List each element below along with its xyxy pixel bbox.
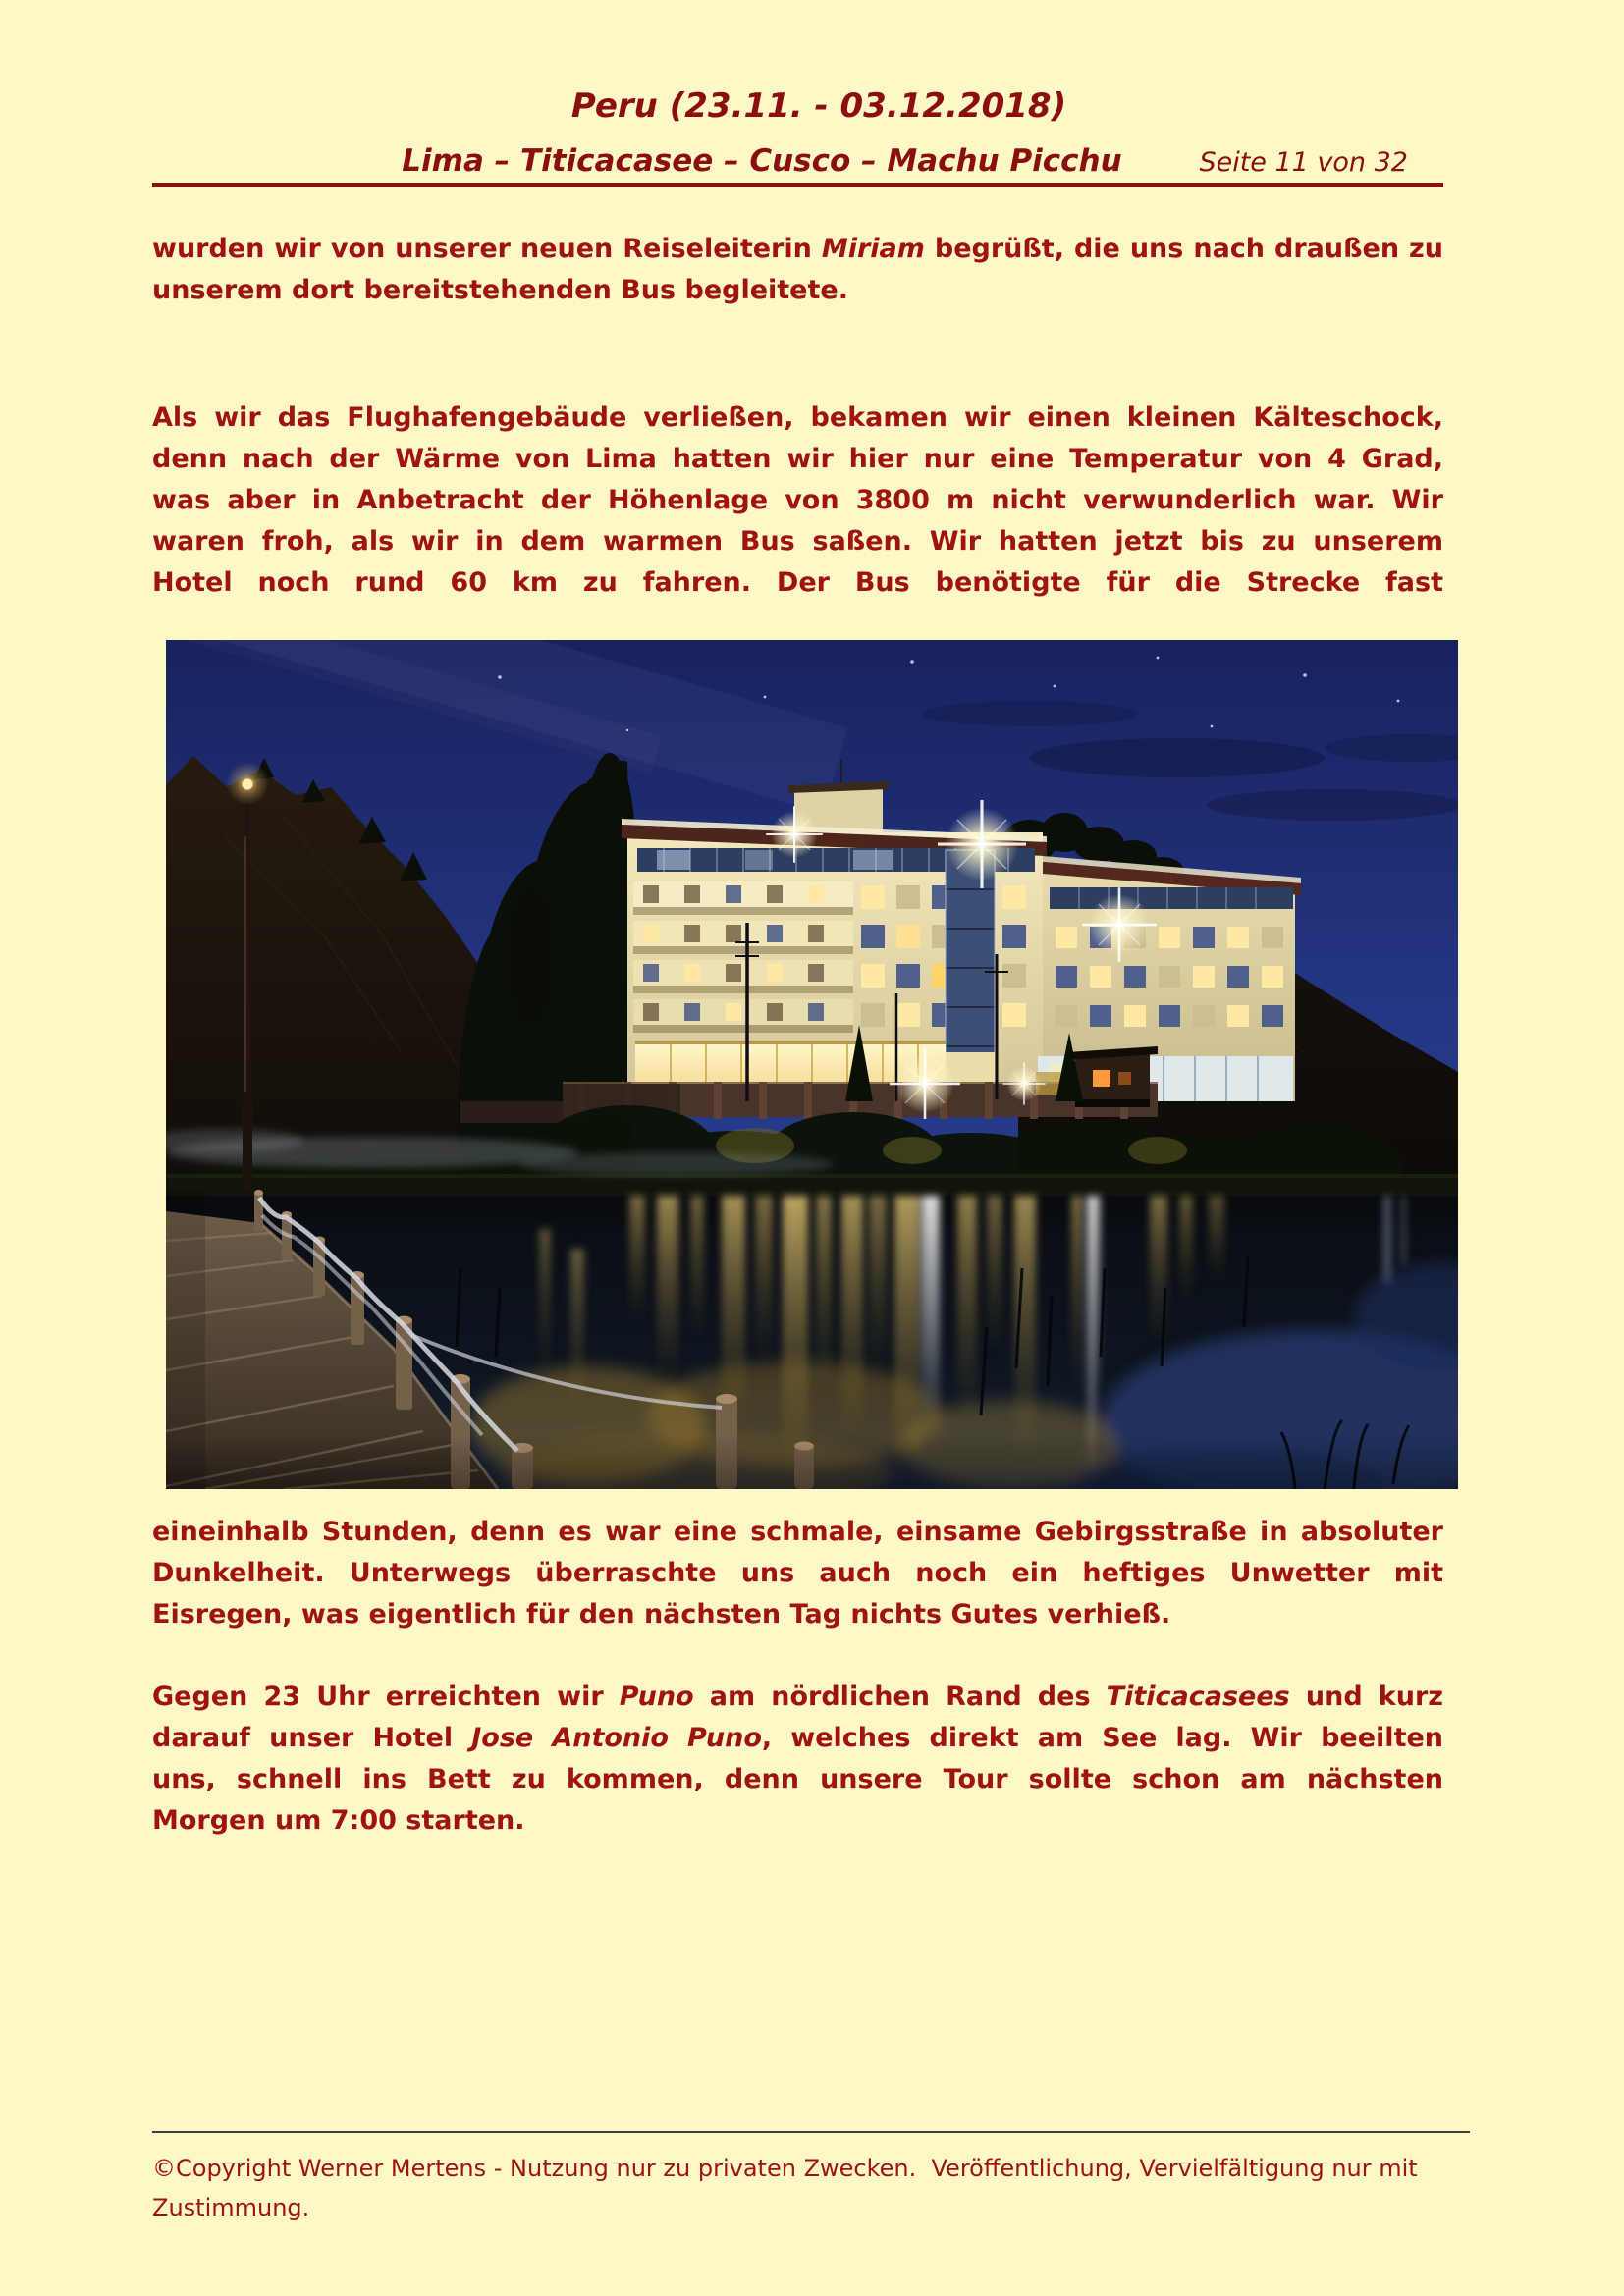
page-footer xyxy=(152,2131,1470,2227)
emphasized-text: Jose Antonio Puno xyxy=(471,1723,762,1753)
text-line xyxy=(152,398,1443,439)
text-segment: uns, schnell ins Bett zu kommen, denn unsere Tour sollte schon am nächsten xyxy=(152,1764,1443,1794)
text-segment: und kurz xyxy=(1289,1682,1444,1712)
text-line xyxy=(152,1800,1443,1842)
text-line xyxy=(152,1512,1443,1553)
header-second-row xyxy=(152,130,1443,179)
text-segment: eineinhalb Stunden, denn es war eine schmale, einsame Gebirgsstraße in absoluter xyxy=(152,1517,1443,1547)
body-text-after-photo xyxy=(152,1512,1443,1842)
emphasized-text: Titicacasees xyxy=(1106,1682,1290,1712)
text-segment: darauf unser Hotel xyxy=(152,1723,472,1753)
bottom-vignette xyxy=(166,1435,1458,1489)
paragraph xyxy=(152,229,1443,311)
paragraph xyxy=(152,398,1443,604)
text-segment: Gegen 23 Uhr erreichten wir xyxy=(152,1682,620,1712)
route-subtitle: Lima – Titicacasee – Cusco – Machu Picchu xyxy=(402,143,1122,179)
emphasized-text: Puno xyxy=(619,1682,694,1712)
text-line xyxy=(152,1677,1443,1718)
body-text-before-photo xyxy=(152,229,1443,604)
text-segment: wurden wir von unserer neuen Reiseleiterin xyxy=(152,234,822,264)
text-segment: waren froh, als wir in dem warmen Bus saßen. Wir hatten jetzt bis zu unserem xyxy=(152,526,1443,557)
text-segment: was aber in Anbetracht der Höhenlage von 3800 m nicht verwunderlich war. Wir xyxy=(152,485,1443,515)
text-segment: Dunkelheit. Unterwegs überraschte uns auch noch ein heftiges Unwetter mit xyxy=(152,1558,1443,1588)
text-segment: denn nach der Wärme von Lima hatten wir hier nur eine Temperatur von 4 Grad, xyxy=(152,444,1443,474)
text-segment: unserem dort bereitstehenden Bus begleitete. xyxy=(152,275,848,305)
page-number-label: Seite 11 von 32 xyxy=(1199,147,1408,178)
copyright-line-1: ©Copyright Werner Mertens - Nutzung nur zu privaten Zwecken. Veröffentlichung, Vervielfältigung nur mit xyxy=(152,2155,1418,2182)
paragraph xyxy=(152,1512,1443,1635)
text-line xyxy=(152,480,1443,521)
emphasized-text: Miriam xyxy=(821,234,925,264)
text-segment: Eisregen, was eigentlich für den nächsten Tag nichts Gutes verhieß. xyxy=(152,1599,1171,1629)
trip-title: Peru (23.11. - 03.12.2018) xyxy=(570,86,1067,126)
text-segment: begrüßt, die uns nach draußen zu xyxy=(924,234,1443,264)
left-vignette xyxy=(166,1190,205,1489)
copyright-line-2: Zustimmung. xyxy=(152,2194,310,2221)
text-segment: am nördlichen Rand des xyxy=(693,1682,1107,1712)
text-segment: , welches direkt am See lag. Wir beeilten xyxy=(761,1723,1444,1753)
text-line xyxy=(152,521,1443,562)
text-line xyxy=(152,439,1443,480)
text-line xyxy=(152,1553,1443,1594)
hotel-night-photo-svg xyxy=(166,640,1458,1489)
text-segment: Morgen um 7:00 starten. xyxy=(152,1805,525,1836)
text-line xyxy=(152,1594,1443,1635)
hotel-night-photo xyxy=(166,640,1458,1489)
text-line xyxy=(152,270,1443,311)
text-line xyxy=(152,1718,1443,1759)
text-segment: Hotel noch rund 60 km zu fahren. Der Bus benötigte für die Strecke fast xyxy=(152,567,1443,598)
text-line xyxy=(152,562,1443,604)
text-line xyxy=(152,229,1443,270)
text-segment: Als wir das Flughafengebäude verließen, bekamen wir einen kleinen Kälteschock, xyxy=(152,402,1443,433)
text-line xyxy=(152,1759,1443,1800)
page-header xyxy=(152,84,1443,187)
paragraph xyxy=(152,1677,1443,1842)
